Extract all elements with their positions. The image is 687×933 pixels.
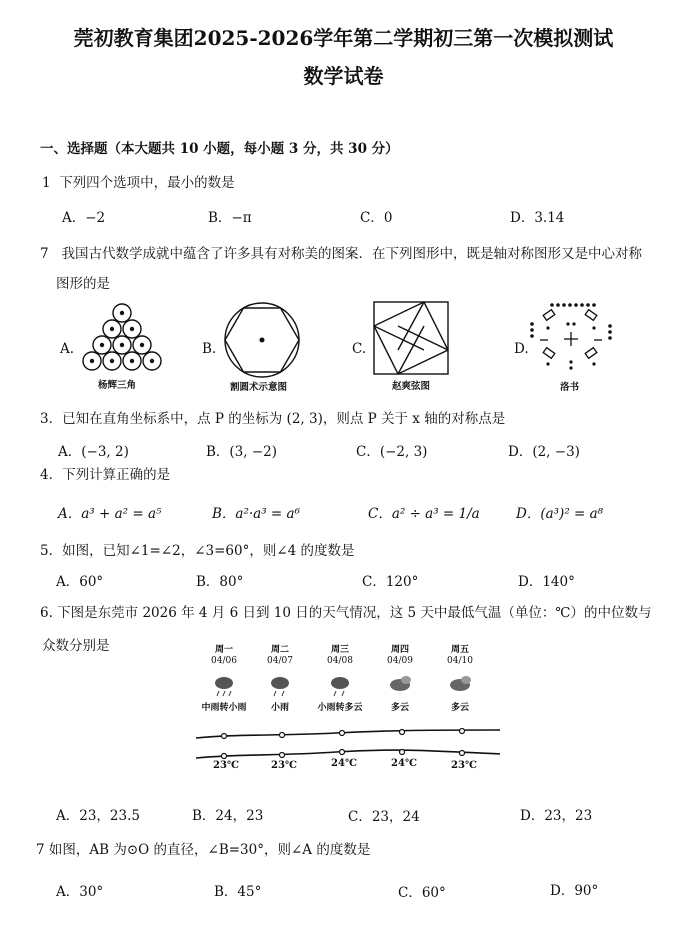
q5-option-c[interactable]: C．120° [362, 574, 419, 590]
weather-condition: 小雨转多云 [317, 703, 363, 713]
question-1 [42, 171, 235, 191]
q4-option-c[interactable]: C．a² ÷ a³ = 1/a [368, 506, 480, 522]
weather-condition: 小雨 [270, 703, 289, 713]
section-heading: 一、选择题（本大题共 10 小题，每小题 3 分，共 30 分） [40, 141, 399, 157]
question-2-cont: 图形的是 [56, 276, 110, 292]
weather-date: 04/09 [387, 656, 413, 666]
luoshu-figure [528, 300, 614, 376]
low-temp-point [280, 753, 285, 758]
q2-label-b[interactable]: B. [202, 341, 217, 357]
low-temp-point [222, 754, 227, 759]
q3-option-d[interactable]: D．(2, −3) [508, 444, 580, 460]
q6-option-c[interactable]: C．23，24 [348, 809, 420, 825]
q7-option-a[interactable]: A．30° [56, 884, 104, 900]
high-temp-point [400, 730, 405, 735]
q1-option-c[interactable]: C．0 [360, 210, 393, 226]
low-temp-point [340, 750, 345, 755]
q7-option-c[interactable]: C．60° [398, 885, 446, 901]
q1-option-b[interactable]: B．−π [208, 210, 252, 226]
weather-low-temp: 23℃ [271, 760, 297, 771]
q3-option-b[interactable]: B．(3, −2) [206, 444, 278, 460]
q7-option-b[interactable]: B．45° [214, 884, 262, 900]
question-6: 6. 下图是东莞市 2026 年 4 月 6 日到 10 日的天气情况，这 5 天中最低气温（单位：℃）的中位数与 [40, 605, 652, 621]
weather-panel [196, 640, 500, 776]
weather-day: 周一 [214, 645, 233, 655]
q4-option-b[interactable]: B．a²·a³ = a⁶ [212, 506, 300, 522]
weather-low-temp: 23℃ [213, 760, 239, 771]
weather-day: 周四 [390, 645, 409, 655]
q4-option-d[interactable]: D．(a³)² = a⁸ [516, 506, 604, 522]
question-4: 4．下列计算正确的是 [40, 467, 171, 483]
question-text: 我国古代数学成就中蕴含了许多具有对称美的图案．在下列图形中，既是轴对称图形又是中心对称 [61, 246, 642, 262]
weather-condition: 多云 [390, 703, 409, 713]
weather-low-temp: 23℃ [451, 760, 477, 771]
weather-low-temp: 24℃ [391, 758, 417, 769]
high-temp-point [340, 731, 345, 736]
q3-option-a[interactable]: A．(−3, 2) [58, 444, 129, 460]
rain-cloud-icon [215, 677, 233, 696]
q4-option-a[interactable]: A．a³ + a² = a⁵ [58, 506, 162, 522]
question-2 [40, 242, 642, 262]
weather-day: 周三 [330, 645, 349, 655]
weather-condition: 多云 [450, 703, 469, 713]
caption-a: 杨辉三角 [98, 380, 137, 391]
question-5: 5．如图，已知∠1=∠2，∠3=60°，则∠4 的度数是 [40, 543, 355, 559]
caption-c: 赵爽弦图 [392, 381, 431, 392]
q2-label-d[interactable]: D. [514, 341, 529, 357]
circle-hexagon-figure [222, 300, 302, 380]
weather-day: 周二 [270, 645, 289, 655]
rain-cloud-icon [331, 677, 349, 696]
high-temp-point [222, 734, 227, 739]
q7-option-d[interactable]: D．90° [550, 883, 599, 899]
q2-label-a[interactable]: A. [60, 341, 75, 357]
rain-cloud-icon [271, 677, 289, 696]
caption-d: 洛书 [560, 382, 580, 393]
q5-option-d[interactable]: D．140° [518, 574, 575, 590]
weather-date: 04/10 [447, 656, 473, 666]
question-7: 7 如图，AB 为⊙O 的直径，∠B=30°，则∠A 的度数是 [36, 842, 371, 858]
weather-icons [196, 674, 500, 698]
low-temp-point [400, 750, 405, 755]
question-number: 1 [42, 175, 51, 191]
q2-label-c[interactable]: C. [352, 341, 367, 357]
document-subtitle: 数学试卷 [303, 64, 384, 88]
weather-date: 04/08 [327, 656, 353, 666]
q6-option-d[interactable]: D．23，23 [520, 808, 593, 824]
question-3: 3．已知在直角坐标系中，点 P 的坐标为 (2, 3)，则点 P 关于 x 轴的对称点是 [40, 411, 506, 427]
caption-b: 割圆术示意图 [230, 382, 288, 393]
high-temp-point [460, 729, 465, 734]
weather-low-temp: 24℃ [331, 758, 357, 769]
cloudy-icon [390, 676, 411, 691]
q5-option-a[interactable]: A．60° [56, 574, 104, 590]
high-temp-point [280, 733, 285, 738]
q1-option-d[interactable]: D．3.14 [510, 210, 565, 226]
q5-option-b[interactable]: B．80° [196, 574, 244, 590]
q3-option-c[interactable]: C．(−2, 3) [356, 444, 428, 460]
weather-day: 周五 [450, 645, 469, 655]
low-temp-point [460, 751, 465, 756]
weather-condition: 中雨转小雨 [201, 703, 247, 713]
cloudy-icon [450, 676, 471, 691]
temperature-curves [196, 724, 500, 762]
yanghui-triangle-figure [80, 302, 164, 374]
q6-option-b[interactable]: B．24，23 [192, 808, 264, 824]
high-temp-line [196, 730, 500, 738]
question-text: 下列四个选项中，最小的数是 [59, 175, 235, 191]
weather-date: 04/07 [267, 656, 293, 666]
document-title: 莞初教育集团2025-2026学年第二学期初三第一次模拟测试 [73, 26, 614, 50]
question-number: 7 [40, 246, 49, 262]
q1-option-a[interactable]: A．−2 [62, 210, 106, 226]
zhaoshuang-figure [372, 300, 450, 376]
weather-date: 04/06 [211, 656, 237, 666]
low-temp-line [196, 750, 500, 758]
question-6-cont: 众数分别是 [42, 638, 110, 654]
q6-option-a[interactable]: A．23，23.5 [56, 808, 140, 824]
